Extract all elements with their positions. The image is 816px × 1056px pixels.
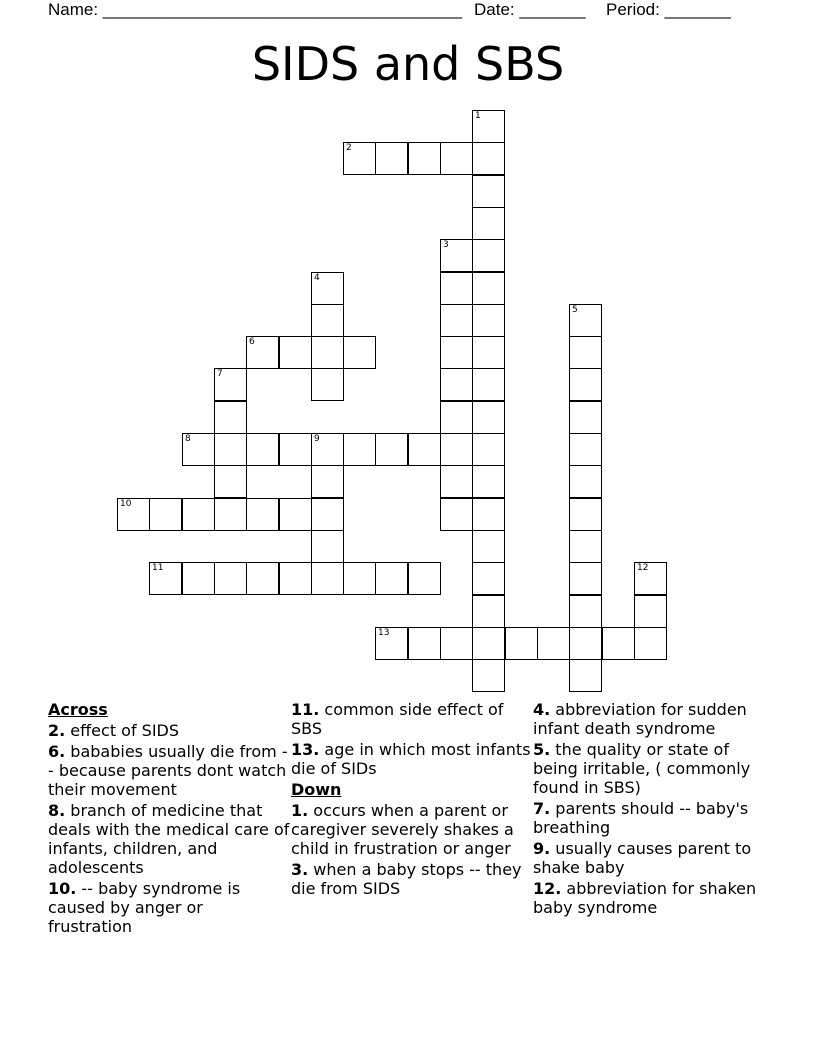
crossword-cell[interactable] [311, 433, 344, 466]
clue-number: 11. [291, 700, 320, 719]
cell-number: 6 [249, 337, 255, 347]
crossword-cell[interactable] [311, 530, 344, 563]
clue-number: 10. [48, 879, 77, 898]
clue-number: 3. [291, 860, 309, 879]
crossword-cell[interactable] [440, 401, 473, 434]
crossword-cell[interactable] [472, 110, 505, 143]
crossword-cell[interactable] [311, 336, 344, 369]
crossword-cell[interactable] [569, 627, 602, 660]
crossword-cell[interactable] [569, 530, 602, 563]
crossword-cell[interactable] [569, 433, 602, 466]
crossword-cell[interactable] [246, 336, 279, 369]
crossword-cell[interactable] [408, 562, 441, 595]
crossword-cell[interactable] [472, 498, 505, 531]
clue-across-11 [291, 700, 533, 738]
clue-down-7 [533, 799, 775, 837]
clue-number: 1. [291, 801, 309, 820]
crossword-cell[interactable] [375, 142, 408, 175]
crossword-cell[interactable] [569, 304, 602, 337]
crossword-cell[interactable] [569, 659, 602, 692]
clue-number: 4. [533, 700, 551, 719]
clue-text: abbreviation for shaken baby syndrome [533, 879, 757, 917]
crossword-cell[interactable] [569, 562, 602, 595]
clue-across-10 [48, 879, 290, 936]
clue-text: occurs when a parent or caregiver severely shakes a child in frustration or anger [291, 801, 514, 858]
clue-text: age in which most infants die of SIDs [291, 740, 531, 778]
clue-text: abbreviation for sudden infant death syndrome [533, 700, 747, 738]
clue-across-6 [48, 742, 290, 799]
cell-number: 4 [314, 273, 320, 283]
name-line: Name: ______________________________________ [48, 0, 463, 19]
crossword-cell[interactable] [440, 465, 473, 498]
crossword-cell[interactable] [246, 498, 279, 531]
clue-across-13 [291, 740, 533, 778]
crossword-cell[interactable] [246, 562, 279, 595]
crossword-cell[interactable] [634, 595, 667, 628]
clue-text: the quality or state of being irritable, ( commonly found in SBS) [533, 740, 751, 797]
cell-number: 3 [443, 240, 449, 250]
crossword-cell[interactable] [472, 627, 505, 660]
crossword-cell[interactable] [569, 595, 602, 628]
clue-number: 2. [48, 721, 66, 740]
crossword-cell[interactable] [311, 465, 344, 498]
crossword-cell[interactable] [214, 401, 247, 434]
cell-number: 2 [346, 143, 352, 153]
crossword-cell[interactable] [214, 433, 247, 466]
clue-text: usually causes parent to shake baby [533, 839, 752, 877]
clue-text: common side effect of SBS [291, 700, 504, 738]
clue-text: parents should -- baby's breathing [533, 799, 749, 837]
clue-number: 7. [533, 799, 551, 818]
crossword-cell[interactable] [472, 595, 505, 628]
crossword-cell[interactable] [472, 433, 505, 466]
crossword-cell[interactable] [214, 498, 247, 531]
clue-text: effect of SIDS [65, 721, 180, 740]
crossword-cell[interactable] [440, 304, 473, 337]
crossword-cell[interactable] [440, 142, 473, 175]
clue-text: branch of medicine that deals with the medical care of infants, children, and adolescents [48, 801, 290, 877]
crossword-cell[interactable] [440, 239, 473, 272]
period-line: Period: _______ [606, 0, 731, 19]
crossword-cell[interactable] [343, 562, 376, 595]
clue-text: bababies usually die from -- because parents dont watch their movement [48, 742, 288, 799]
clue-number: 5. [533, 740, 551, 759]
crossword-cell[interactable] [472, 368, 505, 401]
crossword-cell[interactable] [408, 433, 441, 466]
crossword-cell[interactable] [440, 336, 473, 369]
clue-down-4 [533, 700, 775, 738]
date-line: Date: _______ [474, 0, 586, 19]
crossword-cell[interactable] [472, 175, 505, 208]
crossword-cell[interactable] [569, 336, 602, 369]
cell-number: 9 [314, 434, 320, 444]
crossword-cell[interactable] [214, 465, 247, 498]
clue-number: 13. [291, 740, 320, 759]
crossword-cell[interactable] [375, 433, 408, 466]
crossword-cell[interactable] [634, 562, 667, 595]
clues-column-1 [48, 700, 290, 938]
crossword-cell[interactable] [472, 304, 505, 337]
clue-down-12 [533, 879, 775, 917]
crossword-cell[interactable] [440, 368, 473, 401]
crossword-cell[interactable] [472, 562, 505, 595]
crossword-cell[interactable] [343, 336, 376, 369]
crossword-cell[interactable] [182, 498, 215, 531]
crossword-cell[interactable] [408, 627, 441, 660]
clue-number: 9. [533, 839, 551, 858]
crossword-cell[interactable] [311, 498, 344, 531]
crossword-cell[interactable] [440, 272, 473, 305]
clue-number: 6. [48, 742, 66, 761]
clue-down-9 [533, 839, 775, 877]
down-heading: Down [291, 780, 342, 799]
clue-number: 8. [48, 801, 66, 820]
page-title: SIDS and SBS [251, 37, 565, 91]
crossword-cell[interactable] [440, 498, 473, 531]
crossword-cell[interactable] [311, 368, 344, 401]
clues-column-2 [291, 700, 533, 900]
crossword-cell[interactable] [343, 142, 376, 175]
cell-number: 10 [120, 499, 132, 509]
crossword-cell[interactable] [279, 433, 312, 466]
cell-number: 8 [185, 434, 191, 444]
cell-number: 13 [378, 628, 390, 638]
clue-text: -- baby syndrome is caused by anger or frustration [48, 879, 241, 936]
crossword-cell[interactable] [472, 659, 505, 692]
crossword-cell[interactable] [343, 433, 376, 466]
clue-number: 12. [533, 879, 562, 898]
crossword-cell[interactable] [569, 401, 602, 434]
across-heading: Across [48, 700, 108, 719]
crossword-cell[interactable] [472, 465, 505, 498]
clue-down-3 [291, 860, 533, 898]
crossword-cell[interactable] [472, 272, 505, 305]
crossword-cell[interactable] [182, 433, 215, 466]
crossword-cell[interactable] [311, 272, 344, 305]
crossword-cell[interactable] [472, 207, 505, 240]
crossword-cell[interactable] [569, 498, 602, 531]
crossword-cell[interactable] [149, 498, 182, 531]
crossword-cell[interactable] [246, 433, 279, 466]
cell-number: 11 [152, 563, 164, 573]
clue-across-2 [48, 721, 290, 740]
crossword-cell[interactable] [602, 627, 635, 660]
clue-across-8 [48, 801, 290, 877]
crossword-cell[interactable] [472, 142, 505, 175]
crossword-cell[interactable] [440, 433, 473, 466]
cell-number: 1 [475, 111, 481, 121]
crossword-cell[interactable] [537, 627, 570, 660]
crossword-cell[interactable] [311, 304, 344, 337]
clues-column-3 [533, 700, 775, 919]
crossword-cell[interactable] [569, 368, 602, 401]
crossword-cell[interactable] [505, 627, 538, 660]
crossword-cell[interactable] [472, 530, 505, 563]
crossword-cell[interactable] [279, 498, 312, 531]
clue-down-1 [291, 801, 533, 858]
crossword-cell[interactable] [375, 627, 408, 660]
crossword-cell[interactable] [311, 562, 344, 595]
crossword-cell[interactable] [634, 627, 667, 660]
crossword-cell[interactable] [279, 562, 312, 595]
crossword-cell[interactable] [279, 336, 312, 369]
crossword-cell[interactable] [472, 336, 505, 369]
crossword-cell[interactable] [472, 239, 505, 272]
crossword-cell[interactable] [182, 562, 215, 595]
crossword-cell[interactable] [375, 562, 408, 595]
crossword-cell[interactable] [408, 142, 441, 175]
cell-number: 12 [637, 563, 649, 573]
crossword-cell[interactable] [117, 498, 150, 531]
clue-down-5 [533, 740, 775, 797]
clue-text: when a baby stops -- they die from SIDS [291, 860, 522, 898]
crossword-cell[interactable] [440, 627, 473, 660]
crossword-cell[interactable] [214, 368, 247, 401]
crossword-cell[interactable] [214, 562, 247, 595]
cell-number: 7 [217, 369, 223, 379]
crossword-cell[interactable] [569, 465, 602, 498]
crossword-cell[interactable] [472, 401, 505, 434]
cell-number: 5 [572, 305, 578, 315]
crossword-cell[interactable] [149, 562, 182, 595]
